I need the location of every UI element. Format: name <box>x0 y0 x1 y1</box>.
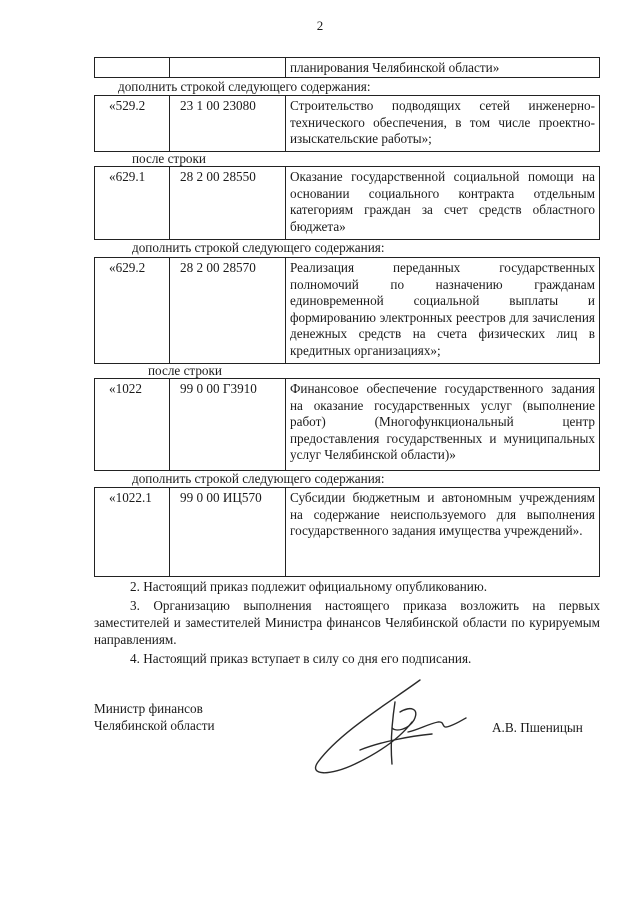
row-kbk: 99 0 00 Г3910 <box>169 379 285 470</box>
table-row-629-1 <box>94 166 600 240</box>
row-kbk: 23 1 00 23080 <box>169 96 285 151</box>
row-kbk <box>169 58 285 77</box>
row-kbk: 28 2 00 28570 <box>169 258 285 363</box>
row-code <box>95 58 169 77</box>
row-kbk: 28 2 00 28550 <box>169 167 285 239</box>
instruction-add-row: дополнить строкой следующего содержания: <box>132 471 385 486</box>
signatory-position <box>94 700 215 734</box>
row-description: Субсидии бюджетным и автономным учреждениям на содержание неиспользуемого для выполнения государственного задания имущества учреждений». <box>285 488 599 576</box>
table-row-529-2 <box>94 95 600 152</box>
table-row-1022 <box>94 378 600 471</box>
table-row-1022-1 <box>94 487 600 577</box>
row-code: «1022.1 <box>109 490 152 505</box>
paragraph-2: 2. Настоящий приказ подлежит официальному опубликованию. <box>130 579 488 594</box>
row-code: «629.1 <box>109 169 146 184</box>
row-description: Реализация переданных государственных полномочий по назначению гражданам единовременной социальной выплаты и формированию электронных реестров для зачисления денежных средств на счета физических лиц в кредитных организациях»; <box>285 258 599 363</box>
row-description: Финансовое обеспечение государственного задания на оказание государственных услуг (выполнение работ) (Многофункциональный центр предоставления государственных и муниципальных услуг Челябинской области)» <box>285 379 599 470</box>
paragraph-4: 4. Настоящий приказ вступает в силу со дня его подписания. <box>130 651 472 666</box>
paragraph-3: 3. Организацию выполнения настоящего приказа возложить на первых заместителей и заместителей Министра финансов Челябинской области по курируемым направлениям. <box>94 598 600 647</box>
row-description: Строительство подводящих сетей инженерно-технического обеспечения, в том числе проектно-изыскательские работы»; <box>285 96 599 151</box>
signatory-name: А.В. Пшеницын <box>492 720 583 735</box>
instruction-add-row: дополнить строкой следующего содержания: <box>132 240 385 255</box>
instruction-add-row: дополнить строкой следующего содержания: <box>118 79 371 94</box>
table-row-continuation <box>94 57 600 78</box>
instruction-after-row: после строки <box>148 363 222 378</box>
handwritten-signature <box>300 672 470 787</box>
row-code: «629.2 <box>109 260 146 275</box>
row-code: «529.2 <box>109 98 146 113</box>
row-kbk: 99 0 00 ИЦ570 <box>169 488 285 576</box>
page-number: 2 <box>316 18 324 33</box>
table-row-629-2 <box>94 257 600 364</box>
row-description: планирования Челябинской области» <box>285 58 599 77</box>
row-code: «1022 <box>109 381 142 396</box>
signatory-position-line1: Министр финансов <box>94 701 203 716</box>
row-description: Оказание государственной социальной помощи на основании социального контракта отдельным категориям граждан за счет средств областного бюджета» <box>285 167 599 239</box>
instruction-after-row: после строки <box>132 151 206 166</box>
signatory-position-line2: Челябинской области <box>94 718 215 733</box>
